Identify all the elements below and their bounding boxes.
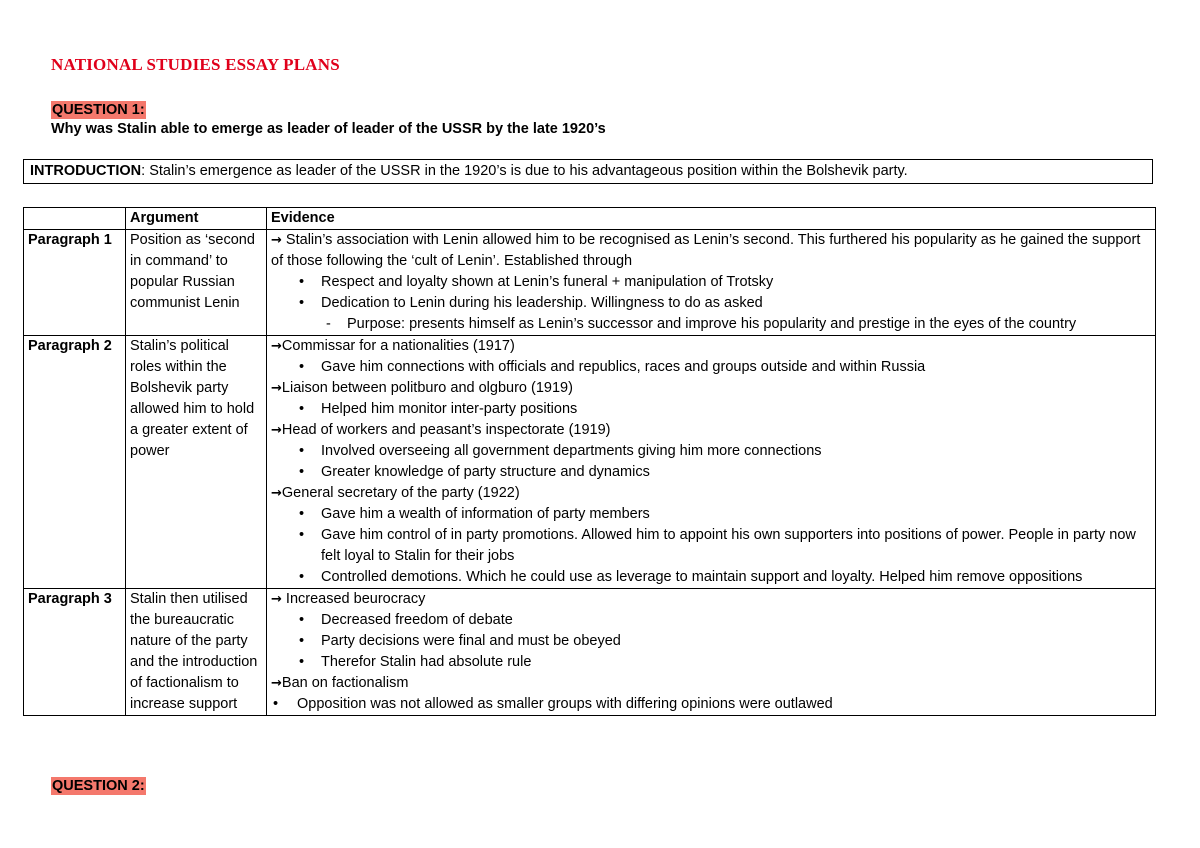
evidence-bullet: • Opposition was not allowed as smaller groups with differing opinions were outlawed (271, 694, 1151, 715)
header-cell-argument: Argument (126, 208, 267, 230)
evidence-bullet: • Gave him a wealth of information of party members (271, 504, 1151, 525)
evidence-heading-text: General secretary of the party (1922) (281, 485, 520, 501)
header-cell-evidence: Evidence (267, 208, 1156, 230)
evidence-sub-point: - Purpose: presents himself as Lenin’s successor and improve his popularity and prestige in the eyes of the country (271, 314, 1151, 335)
table-header-row (24, 208, 1156, 230)
evidence-heading (271, 230, 1151, 272)
arrow-icon: → (271, 381, 282, 396)
table-row (24, 230, 1156, 336)
evidence-cell (267, 589, 1156, 716)
arrow-icon: → (271, 592, 282, 607)
introduction-box (23, 159, 1153, 184)
page-title: NATIONAL STUDIES ESSAY PLANS (51, 55, 340, 74)
question-2-label: QUESTION 2: (52, 778, 145, 794)
table-row (24, 589, 1156, 716)
paragraph-label: Paragraph 3 (24, 589, 126, 716)
evidence-heading-text: Commissar for a nationalities (1917) (281, 338, 515, 354)
question-1-text: Why was Stalin able to emerge as leader of leader of the USSR by the late 1920’s (51, 121, 606, 137)
argument-cell: Stalin then utilised the bureaucratic nature of the party and the introduction of factionalism to increase support (126, 589, 267, 716)
evidence-bullet: • Helped him monitor inter-party positions (271, 399, 1151, 420)
evidence-heading-text: Ban on factionalism (281, 675, 409, 691)
introduction-label: INTRODUCTION (30, 163, 142, 179)
evidence-bullet: • Therefor Stalin had absolute rule (271, 652, 1151, 673)
header-cell-empty (24, 208, 126, 230)
introduction-text: : Stalin’s emergence as leader of the USSR in the 1920’s is due to his advantageous position within the Bolshevik party. (141, 163, 908, 179)
evidence-bullet: • Greater knowledge of party structure and dynamics (271, 462, 1151, 483)
paragraph-label: Paragraph 1 (24, 230, 126, 336)
evidence-heading-text: Head of workers and peasant’s inspectorate (1919) (281, 422, 611, 438)
evidence-cell (267, 336, 1156, 589)
evidence-bullet: • Involved overseeing all government departments giving him more connections (271, 441, 1151, 462)
evidence-heading-text: Increased beurocracy (281, 591, 426, 607)
evidence-heading (271, 589, 1151, 610)
essay-plan-table (23, 207, 1156, 716)
evidence-bullet: • Gave him connections with officials and republics, races and groups outside and within Russia (271, 357, 1151, 378)
arrow-icon: → (271, 486, 282, 501)
argument-cell: Position as ‘second in command’ to popular Russian communist Lenin (126, 230, 267, 336)
evidence-heading-text: Liaison between politburo and olgburo (1919) (281, 380, 573, 396)
arrow-icon: → (271, 423, 282, 438)
argument-cell: Stalin’s political roles within the Bolshevik party allowed him to hold a greater extent of power (126, 336, 267, 589)
evidence-bullet: • Controlled demotions. Which he could use as leverage to maintain support and loyalty. Helped him remove oppositions (271, 567, 1151, 588)
evidence-cell (267, 230, 1156, 336)
evidence-bullet: • Gave him control of in party promotions. Allowed him to appoint his own supporters into positions of power. People in party now felt loyal to Stalin for their jobs (271, 525, 1151, 567)
evidence-heading (271, 673, 1151, 694)
evidence-heading (271, 420, 1151, 441)
arrow-icon: → (271, 676, 282, 691)
evidence-heading (271, 483, 1151, 504)
arrow-icon: → (271, 233, 282, 248)
evidence-bullet: • Party decisions were final and must be obeyed (271, 631, 1151, 652)
evidence-bullet: • Dedication to Lenin during his leadership. Willingness to do as asked (271, 293, 1151, 314)
evidence-heading (271, 378, 1151, 399)
paragraph-label: Paragraph 2 (24, 336, 126, 589)
table-row (24, 336, 1156, 589)
evidence-bullet: • Respect and loyalty shown at Lenin’s funeral + manipulation of Trotsky (271, 272, 1151, 293)
question-1-label: QUESTION 1: (52, 102, 145, 118)
evidence-heading (271, 336, 1151, 357)
arrow-icon: → (271, 339, 282, 354)
evidence-heading-text: Stalin’s association with Lenin allowed him to be recognised as Lenin’s second. This furthered his popularity as he gained the support of those following the ‘cult of Lenin’. Established through (271, 232, 1141, 269)
evidence-bullet: • Decreased freedom of debate (271, 610, 1151, 631)
